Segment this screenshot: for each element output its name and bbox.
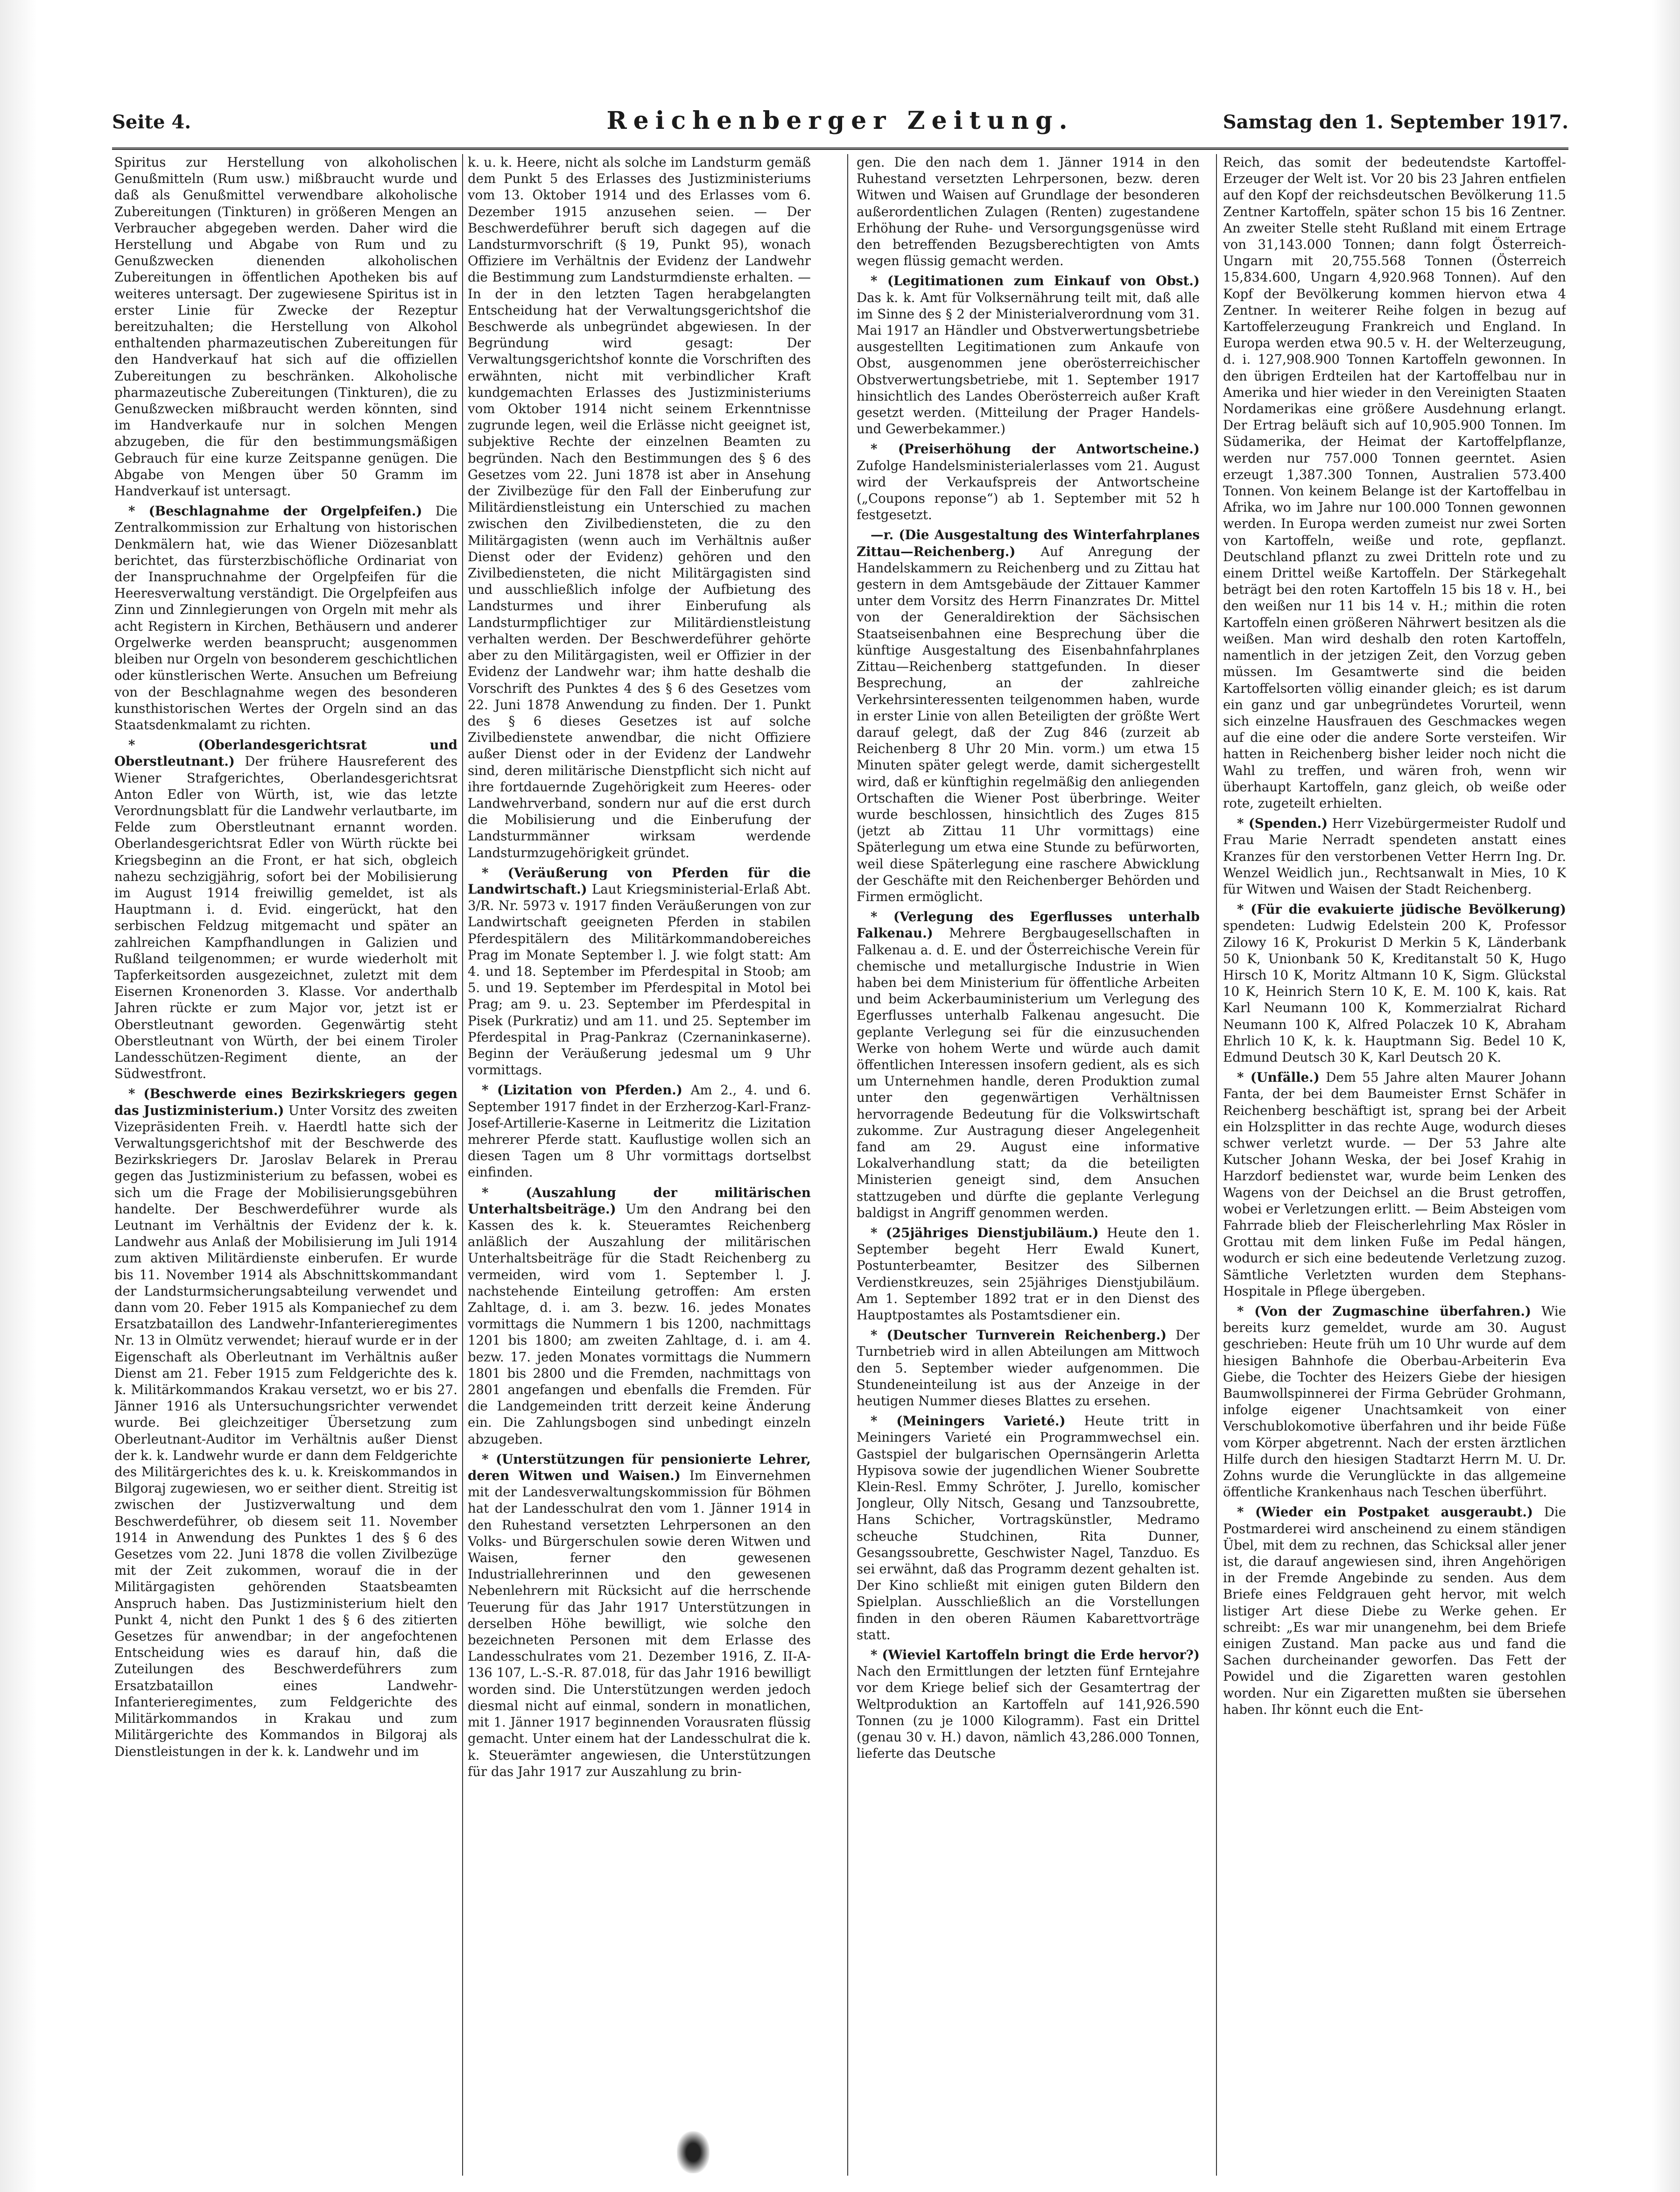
header-rule [112,148,1568,150]
article-body: Der Turnbetrieb wird in allen Abteilungen am Mittwoch den 5. September wieder aufgenommen. Die Stundeneinteilung ist aus der Anzeige in der heutigen Nummer dieses Blattes zu ersehen. [857,1327,1200,1409]
column-divider [1216,154,1217,2176]
article-body: Dem 55 Jahre alten Maurer Johann Fanta, der bei dem Baumeister Ernst Schäfer in Reichenberg beschäftigt ist, sprang bei der Arbeit ein Holzsplitter in das rechte Auge, wodurch dieses schwer verletzt wurde. — Der 53 Jahre alte Kutscher Johann Weska, der bei Josef Krahig in Harzdorf bedienstet war, wurde beim Lenken des Wagens von der Deichsel an die Brust getroffen, wobei er Verletzungen erlitt. — Beim Absteigen vom Fahrrade blieb der Fleischerlehrling Max Rösler in Grottau mit dem linken Fuße im Pedal hängen, wodurch er sich eine bedeutende Verletzung zuzog. Sämtliche Verletzten wurden dem Stephans-Hospitale in Pflege übergeben. [1223,1070,1566,1299]
article-title: * (25jähriges Dienstjubiläum.) [871,1225,1099,1240]
article [114,737,457,1082]
article-body: Heute tritt in Meiningers Varieté ein Programmwechsel ein. Gastspiel der bulgarischen Opernsängerin Arletta Hypisova sowie der jugendlichen Wiener Soubrette Klein-Resl. Emmy Schröter, J. Jurello, komischer Jongleur, Olly Nitsch, Gesang und Tanzsoubrette, Hans Schicher, Vortragskünstler, Medramo scheuche Studchinen, Rita Dunner, Gesangssoubrette, Geschwister Nagel, Tanzduo. Es sei erwähnt, daß das Programm dezent gehalten ist. Der Kino schließt mit einigen guten Bildern den Spielplan. Ausschließlich an die Vorstellungen finden in den oberen Räumen Kabarettvorträge statt. [857,1413,1200,1642]
article-title: * (Deutscher Turnverein Reichenberg.) [871,1327,1167,1343]
article-body: spendeten: Ludwig Edelstein 200 K, Professor Zilowy 16 K, Prokurist D Merkin 5 K, Länderbank 50 K, Unionbank 50 K, Kreditanstalt 50 K, Hugo Hirsch 10 K, Moritz Altmann 10 K, Sigm. Glückstal 10 K, Heinrich Stern 10 K, E. M. 100 K, kais. Rat Karl Neumann 100 K, Kommerzialrat Richard Neumann 100 K, Alfred Polaczek 10 K, Abraham Ehrlich 10 K, k. k. Hauptmann Sig. Bedel 10 K, Edmund Deutsch 30 K, Karl Deutsch 20 K. [1223,918,1566,1065]
article-title: * (Spenden.) [1237,816,1328,832]
article-body: Zufolge Handelsministerialerlasses vom 21. August wird der Verkaufspreis der Antwortscheine („Coupons reponse“) ab 1. September mit 52 h festgesetzt. [857,458,1200,523]
article [1223,815,1566,897]
article [114,154,457,499]
article-title: * (Auszahlung der militärischen Unterhaltsbeiträge.) [468,1184,811,1217]
article-body: Am 2., 4. und 6. September 1917 findet in der Erzherzog-Karl-Franz-Josef-Artillerie-Kaserne in Leitmeritz die Lizitation mehrerer Pferde statt. Kauflustige wollen sich an diesen Tagen um 8 Uhr vormittags dortselbst einfinden. [468,1082,811,1180]
article-title: * (Veräußerung von Pferden für die Landwirtschaft.) [468,865,811,897]
article-body: Die Zentralkommission zur Erhaltung von historischen Denkmälern hat, wie das Wiener Diözesanblatt berichtet, das fürsterzbischöfliche Ordinariat von der Inanspruchnahme der Orgelpfeifen für die Heeresverwaltung verständigt. Die Orgelpfeifen aus Zinn und Zinnlegierungen von Orgeln mit mehr als acht Registern in Kirchen, Bethäusern und anderer Orgelwerke werden beansprucht; ausgenommen bleiben nur Orgeln von besonderem geschichtlichen oder künstlerischen Werte. Ansuchen um Befreiung von der Beschlagnahme wegen des besonderen kunsthistorischen Wertes der Orgeln sind an das Staatsdenkmalamt zu richten. [114,503,457,733]
article-title: * (Von der Zugmaschine überfahren.) [1237,1304,1532,1319]
page-number: Seite 4. [112,111,191,133]
article [857,154,1200,269]
article-title: * (Oberlandesgerichtsrat und Oberstleutnant.) [114,737,457,769]
article-body: Der frühere Hausreferent des Wiener Strafgerichtes, Oberlandesgerichtsrat Anton Edler von Würth, ist, wie das letzte Verordnungsblatt für die Landwehr verlautbarte, im Felde zum Oberstleutnant ernannt worden. Oberlandesgerichtsrat Edler von Würth rückte bei Kriegsbeginn an die Front, er hat sich, obgleich nahezu sechzigjährig, sofort bei der Mobilisierung im August 1914 freiwillig gemeldet, ist als Hauptmann i. d. Evid. eingerückt, hat den serbischen Feldzug mitgemacht und später an zahlreichen Kampfhandlungen in Galizien und Rußland teilgenommen; er wurde wiederholt mit Tapferkeitsorden ausgezeichnet, zuletzt mit dem Eisernen Kronenorden 3. Klasse. Vor anderthalb Jahren rückte er zum Major vor, jetzt ist er Oberstleutnant geworden. Gegenwärtig steht Oberstleutnant von Würth, der bei einem Tiroler Landesschützen-Regiment diente, an der Südwestfront. [114,754,457,1082]
column-divider [847,154,848,2176]
article [114,1085,457,1759]
article-body: Wie bereits kurz gemeldet, wurde am 30. August geschrieben: Heute früh um 10 Uhr wurde auf dem hiesigen Bahnhofe die Oberbau-Arbeiterin Eva Giebe, die Tochter des Heizers Giebe der hiesigen Baumwollspinnerei der Firma Gebrüder Grohmann, infolge eigener Unachtsamkeit von einer Verschublokomotive überfahren und ihr beide Füße vom Körper abgetrennt. Nach der ersten ärztlichen Hilfe durch den hiesigen Stadtarzt Herrn M. U. Dr. Zohns wurde die Verunglückte in das allgemeine öffentliche Krankenhaus nach Teschen überführt. [1223,1304,1566,1500]
article-title: * (Legitimationen zum Einkauf von Obst.) [871,273,1200,289]
issue-date: Samstag den 1. September 1917. [1223,111,1568,133]
article-body: Spiritus zur Herstellung von alkoholischen Genußmitteln (Rum usw.) mißbraucht wurde und daß als Genußmittel verwendbare alkoholische Zubereitungen (Tinkturen) in größeren Mengen an Verbraucher abgegeben werden. Daher wird die Herstellung und Abgabe von Rum und zu Genußzwecken dienenden alkoholischen Zubereitungen in öffentlichen Apotheken bis auf weiteres untersagt. Der zugewiesene Spiritus ist in erster Linie für Zwecke der Rezeptur bereitzuhalten; die Herstellung von Alkohol enthaltenden pharmazeutischen Zubereitungen für den Handverkauf hat sich auf die offiziellen Zubereitungen zu beschränken. Alkoholische pharmazeutische Zubereitungen (Tinkturen), die zu Genußzwecken mißbraucht werden könnten, sind im Handverkaufe nur in solchen Mengen abzugeben, die für den bestimmungsmäßigen Gebrauch für eine kurze Zeitspanne genügen. Die Abgabe von Mengen über 50 Gramm im Handverkauf ist untersagt. [114,155,457,499]
article [468,1451,811,1780]
article [114,503,457,733]
article [857,441,1200,523]
page-edge-shadow-right [1652,0,1680,2192]
article [857,527,1200,905]
column-3 [857,154,1200,2176]
article [857,1327,1200,1409]
article [468,1184,811,1447]
article [857,1647,1200,1762]
article [1223,1504,1566,1718]
article [857,273,1200,437]
article [1223,154,1566,811]
column-2 [468,154,811,2176]
article [857,1225,1200,1323]
article [468,1082,811,1180]
article [857,1413,1200,1643]
article-title: * (Unterstützungen für pensionierte Lehrer, deren Witwen und Waisen.) [468,1451,811,1484]
ink-smudge [677,2131,710,2173]
article-body: Heute den 1. September begeht Herr Ewald Kunert, Postunterbeamter, Besitzer des Silbernen Verdienstkreuzes, sein 25jähriges Dienstjubiläum. Am 1. September 1892 trat er in den Dienst des Hauptpostamtes als Postamtsdiener ein. [857,1225,1200,1323]
article-title: * (Wieviel Kartoffeln bringt die Erde hervor?) [871,1647,1200,1663]
article-body: Die Postmarderei wird anscheinend zu einem ständigen Übel, mit dem zu rechnen, das Schicksal aller jener ist, die darauf angewiesen sind, ihren Angehörigen in der Fremde Angebinde zu senden. Aus dem Briefe eines Feldgrauen geht hervor, mit welch listiger Art diese Diebe zu Werke gehen. Er schreibt: „Es war mir unangenehm, bei dem Briefe einigen Zustand. Man packe aus und fand die Sachen durcheinander geworfen. Das Fett der Powidel und die Zigaretten waren gestohlen worden. Nur ein Zigaretten mußten sie übersehen haben. Ihr könnt euch die Ent- [1223,1504,1566,1717]
article-body: Mehrere Bergbaugesellschaften in Falkenau a. d. E. und der Österreichische Verein für chemische und metallurgische Industrie in Wien haben bei dem Ministerium für öffentliche Arbeiten und beim Ackerbauministerium um Verlegung des Egerflusses unterhalb Falkenau angesucht. Die geplante Verlegung sei für die einzusuchenden Werke von hohem Werte und würde auch damit öffentlichen Interessen insofern gedient, als es sich um Unternehmen handle, deren Produktion zumal unter den gegenwärtigen Verhältnissen hervorragende Bedeutung für die Volkswirtschaft zukomme. Zur Austragung dieser Angelegenheit fand am 29. August eine informative Lokalverhandlung statt; da die beteiligten Ministerien geneigt sind, dem Ansuchen stattzugeben und dürfte die geplante Verlegung baldigst in Angriff genommen werden. [857,925,1200,1220]
article-title: * (Beschwerde eines Bezirkskriegers gegen das Justizministerium.) [114,1086,457,1118]
page-header [112,106,1568,139]
column-4 [1223,154,1566,2176]
article-title: * (Preiserhöhung der Antwortscheine.) [871,441,1200,457]
article-body: Unter Vorsitz des zweiten Vizepräsidenten Freih. v. Haerdtl hatte sich der Verwaltungsgerichtshof mit der Beschwerde des Bezirkskriegers Dr. Jaroslav Belarek in Prerau gegen das Justizministerium zu befassen, wobei es sich um die Frage der Mobilisierungsgebühren handelte. Der Beschwerdeführer wurde als Leutnant im Verhältnis der Evidenz der k. k. Landwehr aus Anlaß der Mobilisierung im Juli 1914 zum aktiven Militärdienste einberufen. Er wurde bis 11. November 1914 als Abschnittskommandant der Landsturmsicherungsabteilung verwendet und dann vom 20. Feber 1915 als Kompaniechef zu dem Ersatzbataillon des Landwehr-Infanterieregimentes Nr. 13 in Olmütz verwendet; hierauf wurde er in der Eigenschaft als Oberleutnant im Verhältnis außer Dienst am 21. Feber 1915 zum Feldgerichte des k. k. Militärkommandos Krakau versetzt, wo er bis 27. Jänner 1916 als Untersuchungsrichter verwendet wurde. Bei gleichzeitiger Übersetzung zum Oberleutnant-Auditor im Verhältnis außer Dienst der k. k. Landwehr wurde er dann dem Feldgerichte des Militärgerichtes des k. u. k. Kreiskommandos in Bilgoraj zugewiesen, wo er seither dient. Streitig ist zwischen der Justizverwaltung und dem Beschwerdeführer, ob diesem seit 11. November 1914 in Anwendung des Punktes 1 des § 6 des Gesetzes vom 22. Juni 1878 die vollen Zivilbezüge mit der Zeit zukommen, worauf die in der Militärgagisten gehörenden Staatsbeamten Anspruch haben. Das Justizministerium hielt den Punkt 4, nicht den Punkt 1 des § 6 des zitierten Gesetzes für anwendbar; in der angefochtenen Entscheidung wies es darauf hin, daß die Zuteilungen des Beschwerdeführers zum Ersatzbataillon eines Landwehr-Infanterieregimentes, zum Feldgerichte des Militärkommandos in Krakau und zum Militärgerichte des Kommandos in Bilgoraj als Dienstleistungen in der k. k. Landwehr und im [114,1102,457,1759]
article-title: —r. (Die Ausgestaltung des Winterfahrplanes Zittau—Reichenberg.) [857,527,1200,559]
article-title: * (Lizitation von Pferden.) [482,1082,682,1098]
article [1223,1303,1566,1500]
article-body: Nach den Ermittlungen der letzten fünf Erntejahre vor dem Kriege belief sich der Gesamtertrag der Weltproduktion an Kartoffeln auf 141,926.590 Tonnen (zu je 1000 Kilogramm). Fast ein Drittel (genau 30 v. H.) davon, nämlich 43,286.000 Tonnen, lieferte das Deutsche [857,1663,1200,1762]
article-title: * (Beschlagnahme der Orgelpfeifen.) [128,503,422,519]
article-body: Um den Andrang bei den Kassen des k. k. Steueramtes Reichenberg anläßlich der Auszahlung der militärischen Unterhaltsbeiträge für die Stadt Reichenberg zu vermeiden, wird vom 1. September l. J. nachstehende Einteilung getroffen: Am ersten Zahltage, d. i. am 3. bezw. 16. jedes Monates vormittags die Nummern 1 bis 1200, nachmittags 1201 bis 1800; am zweiten Zahltage, d. i. am 4. bezw. 17. jeden Monates vormittags die Nummern 1801 bis 2800 und die Fremden, nachmittags von 2801 angefangen und ebenfalls die Fremden. Für die Landgemeinden tritt derzeit keine Änderung ein. Die Zahlungsbogen sind unbedingt einzeln abzugeben. [468,1201,811,1447]
article-title: * (Wieder ein Postpaket ausgeraubt.) [1237,1504,1533,1520]
column-divider [462,154,463,2176]
article-body: Das k. k. Amt für Volksernährung teilt mit, daß alle im Sinne des § 2 der Ministerialverordnung vom 31. Mai 1917 an Händler und Obstverwertungsbetriebe ausgestellten Legitimationen zum Ankaufe von Obst, ausgenommen jene oberösterreichischer Obstverwertungsbetriebe, mit 1. September 1917 hinsichtlich des Landes Oberösterreich außer Kraft gesetzt werden. (Mitteilung der Prager Handels- und Gewerbekammer.) [857,289,1200,437]
article-title: * (Meiningers Varieté.) [871,1413,1066,1429]
article-body: k. u. k. Heere, nicht als solche im Landsturm gemäß dem Punkt 5 des Erlasses des Justizministeriums vom 13. Oktober 1914 und des Erlasses vom 6. Dezember 1915 anzusehen seien. — Der Beschwerdeführer beruft sich dagegen auf die Landsturmvorschrift (§ 19, Punkt 95), wonach Offiziere im Verhältnis der Evidenz der Landwehr die Bestimmung zum Landsturmdienste erhalten. — In der in den letzten Tagen herabgelangten Entscheidung hat der Verwaltungsgerichtshof die Beschwerde als unbegründet abgewiesen. In der Begründung wird gesagt: Der Verwaltungsgerichtshof konnte die Vorschriften des erwähnten, nicht mit verbindlicher Kraft kundgemachten Erlasses des Justizministeriums vom Oktober 1914 nicht seinem Erkenntnisse zugrunde legen, weil die Erlässe nicht geeignet ist, subjektive Rechte der einzelnen Beamten zu begründen. Nach den Bestimmungen des § 6 des Gesetzes vom 22. Juni 1878 ist aber in Ansehung der Zivilbezüge für den Fall der Einberufung zur Militärdienstleistung ein Unterschied zu machen zwischen den Zivilbediensteten, die zu den Militärgagisten (wenn auch im Verhältnis außer Dienst oder der Evidenz) gehören und den Zivilbediensteten, die nicht Militärgagisten sind und ausschließlich infolge der Aufbietung des Landsturmes und ihrer Einberufung als Landsturmpflichtiger zur Militärdienstleistung verhalten werden. Der Beschwerdeführer gehörte aber zu den Militärgagisten, weil er Offizier in der Evidenz der Landwehr war; ihm hatte deshalb die Vorschrift des Punktes 4 des § 6 des Gesetzes vom 22. Juni 1878 Anwendung zu finden. Der 1. Punkt des § 6 dieses Gesetzes ist auf solche Zivilbedienstete anwendbar, die nicht Offiziere außer Dienst oder in der Evidenz der Landwehr sind, deren militärische Dienstpflicht sich nicht auf ihre fortdauernde Zugehörigkeit zum Heeres- oder Landwehrverband, sondern nur auf die erst durch die Mobilisierung und die Einberufung der Landsturmmänner wirksam werdende Landsturmzugehörigkeit gründet. [468,155,811,860]
article [1223,901,1566,1065]
article-body: Herr Vizebürgermeister Rudolf und Frau Marie Nerradt spendeten anstatt eines Kranzes für den verstorbenen Vetter Herrn Ing. Dr. Wenzel Weidlich jun., Rechtsanwalt in Mies, 10 K für Witwen und Waisen der Stadt Reichenberg. [1223,816,1566,897]
article-body: Reich, das somit der bedeutendste Kartoffel-Erzeuger der Welt ist. Vor 20 bis 23 Jahren entfielen auf den Kopf der reichsdeutschen Bevölkerung 11.5 Zentner Kartoffeln, später schon 15 bis 16 Zentner. An zweiter Stelle steht Rußland mit einem Ertrage von 31,143.000 Tonnen; dann folgt Österreich-Ungarn mit 20,755.568 Tonnen (Österreich 15,834.600, Ungarn 4,920.968 Tonnen). Auf den Kopf der Bevölkerung kommen hiervon etwa 4 Zentner. In weiterer Reihe folgen in bezug auf Kartoffelerzeugung Frankreich und England. In Europa werden etwa 90.5 v. H. der Welterzeugung, d. i. 127,908.900 Tonnen Kartoffeln gewonnen. In den übrigen Erdteilen hat der Kartoffelbau nur in Amerika und hier wieder in den Vereinigten Staaten Nordamerikas eine größere Ausdehnung erlangt. Der Ertrag beläuft sich auf 10,905.900 Tonnen. Im Südamerika, der Heimat der Kartoffelpflanze, werden nur 757.000 Tonnen geerntet. Asien erzeugt 1,387.300 Tonnen, Australien 573.400 Tonnen. Von keinem Belange ist der Kartoffelbau in Afrika, wo im Jahre nur 100.000 Tonnen gewonnen werden. In Europa werden zumeist nur zwei Sorten von Kartoffeln, weiße und rote, gepflanzt. Deutschland pflanzt zu zwei Dritteln rote und zu einem Drittel weiße Kartoffeln. Der Stärkegehalt beträgt bei den roten Kartoffeln 15 bis 18 v. H., bei den weißen nur 11 bis 14 v. H.; mithin die roten Kartoffeln einen größeren Nährwert besitzen als die weißen. Man wird deshalb den roten Kartoffeln, namentlich in der jetzigen Zeit, den Vorzug geben müssen. Im Gesamtwerte sind die beiden Kartoffelsorten völlig einander gleich; es ist darum ein ganz und gar unbegründetes Vorurteil, wenn sich einzelne Hausfrauen des Geschmackes wegen auf die eine oder die andere Sorte versteifen. Wir hatten in Reichenberg bisher leider noch nicht die Wahl zu treffen, und wären froh, wenn wir überhaupt Kartoffeln, ganz gleich, ob weiße oder rote, zugeteilt erhielten. [1223,155,1566,811]
column-1 [114,154,457,2176]
article [857,909,1200,1221]
article-body: Laut Kriegsministerial-Erlaß Abt. 3/R. Nr. 5973 v. 1917 finden Veräußerungen von zur Landwirtschaft geeigneten Pferden in stabilen Pferdespitälern des Militärkommandobereiches Prag im Monate September l. J. wie folgt statt: Am 4. und 18. September im Pferdespital in Stoob; am 5. und 19. September im Pferdespital in Motol bei Prag; am 9. u. 23. September im Pferdespital in Pisek (Purkratiz) und am 11. und 25. September im Pferdespital in Prag-Pankraz (Czernaninkaserne). Beginn der Veräußerung jedesmal um 9 Uhr vormittags. [468,881,811,1078]
article [468,865,811,1078]
masthead-title: Reichenberger Zeitung. [606,106,1074,135]
article-body: Im Einvernehmen mit der Landesverwaltungskommission für Böhmen hat der Landesschulrat den vom 1. Jänner 1914 in den Ruhestand versetzten Lehrpersonen an den Volks- und Bürgerschulen sowie deren Witwen und Waisen, ferner den gewesenen Industriallehrerinnen und den gewesenen Nebenlehrern mit Rücksicht auf die herrschende Teuerung für das Jahr 1917 Unterstützungen in derselben Höhe bewilligt, wie solche den bezeichneten Personen mit dem Erlasse des Landesschulrates vom 21. Dezember 1916, Z. II-A-136 107, L.-S.-R. 87.018, für das Jahr 1916 bewilligt worden sind. Die Unterstützungen werden jedoch diesmal nicht auf einmal, sondern in monatlichen, mit 1. Jänner 1917 beginnenden Vorausraten flüssig gemacht. Unter einem hat der Landesschulrat die k. k. Steuerämter angewiesen, die Unterstützungen für das Jahr 1917 zur Auszahlung zu brin- [468,1468,811,1779]
page-edge-shadow-left [0,0,37,2192]
article-body: Auf Anregung der Handelskammern zu Reichenberg und zu Zittau hat gestern in dem Amtsgebäude der Zittauer Kammer unter dem Vorsitz des Herrn Finanzrates Dr. Mittel von der Generaldirektion der Sächsischen Staatseisenbahnen eine Besprechung über die künftige Ausgestaltung des Eisenbahnfahrplanes Zittau—Reichenberg stattgefunden. In dieser Besprechung, an der zahlreiche Verkehrsinteressenten teilgenommen haben, wurde in erster Linie von allen Beteiligten der größte Wert darauf gelegt, daß der Zug 846 (zurzeit ab Reichenberg 8 Uhr 20 Min. vorm.) um etwa 15 Minuten später gelegt werde, damit sichergestellt wird, daß er künftighin regelmäßig den anliegenden Ortschaften die Wiener Post überbringe. Weiter wurde beschlossen, hinsichtlich des Zuges 815 (jetzt ab Zittau 11 Uhr vormittags) eine Späterlegung um etwa eine Stunde zu befürworten, weil diese Späterlegung eine raschere Abwicklung der Geschäfte mit den Reichenberger Behörden und Firmen ermöglicht. [857,543,1200,904]
article-title: * (Verlegung des Egerflusses unterhalb Falkenau.) [857,909,1200,941]
article-title: * (Unfälle.) [1237,1070,1320,1085]
article-body: gen. Die den nach dem 1. Jänner 1914 in den Ruhestand versetzten Lehrpersonen, bezw. deren Witwen und Waisen auf Grundlage der besonderen außerordentlichen Zulagen (Renten) zugestandene Erhöhung der Ruhe- und Versorgungsgenüsse wird den betreffenden Bezugsberechtigten von Amts wegen flüssig gemacht werden. [857,155,1200,269]
article [468,154,811,861]
article-title: * (Für die evakuierte jüdische Bevölkerung) [1237,902,1566,917]
article [1223,1069,1566,1299]
